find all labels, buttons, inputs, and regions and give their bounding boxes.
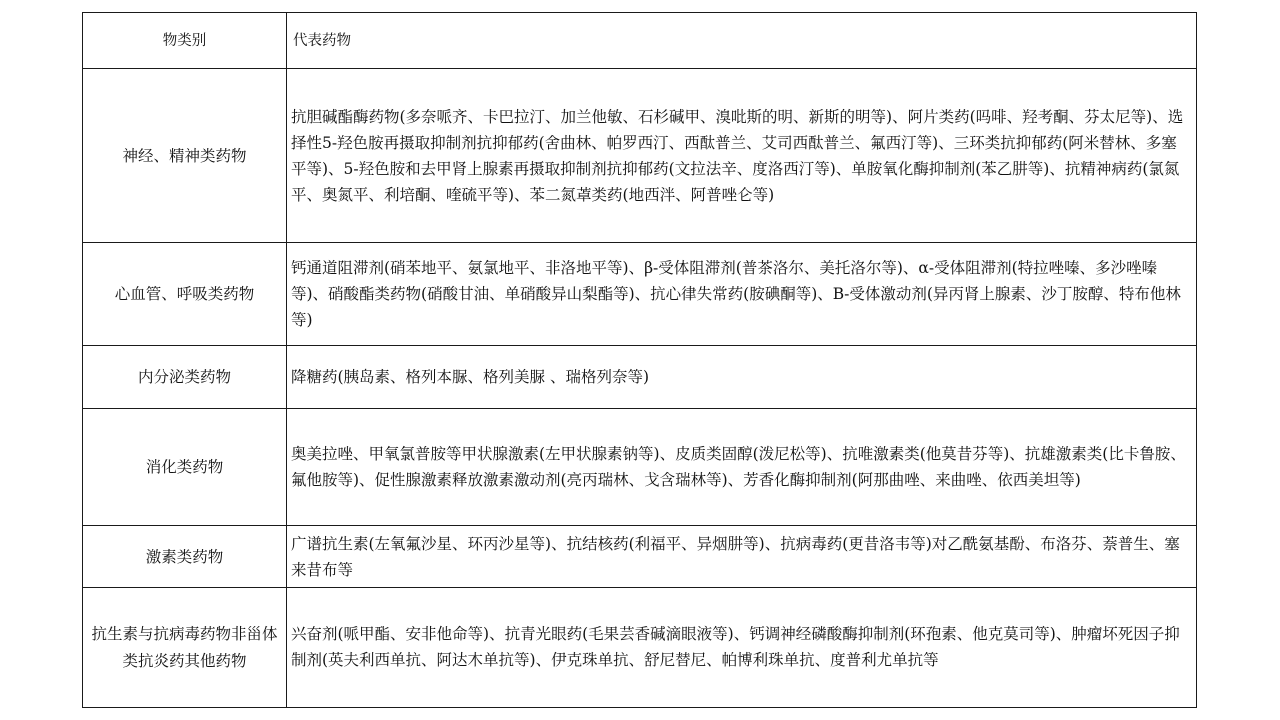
header-drugs-cell: 代表药物 bbox=[287, 13, 1197, 69]
table-row bbox=[83, 526, 1197, 588]
category-cell: 消化类药物 bbox=[83, 409, 287, 526]
category-cell: 抗生素与抗病毒药物非甾体类抗炎药其他药物 bbox=[83, 588, 287, 708]
table-row bbox=[83, 588, 1197, 708]
drugs-cell: 钙通道阻滞剂(硝苯地平、氨氯地平、非洛地平等)、β-受体阻滞剂(普茶洛尔、美托洛尔等)、α-受体阻滞剂(特拉唑嗪、多沙唑嗪等)、硝酸酯类药物(硝酸甘油、单硝酸异山梨酯等)、抗心律失常药(胺碘酮等)、Β-受体激动剂(异丙肾上腺素、沙丁胺醇、特布他林等) bbox=[287, 243, 1197, 346]
table-row bbox=[83, 69, 1197, 243]
drugs-cell: 抗胆碱酯酶药物(多奈哌齐、卡巴拉汀、加兰他敏、石杉碱甲、溴吡斯的明、新斯的明等)、阿片类药(吗啡、羟考酮、芬太尼等)、选择性5-羟色胺再摄取抑制剂抗抑郁药(舍曲林、帕罗西汀、西酞普兰、艾司西酞普兰、氟西汀等)、三环类抗抑郁药(阿米替林、多塞平等)、5-羟色胺和去甲肾上腺素再摄取抑制剂抗抑郁药(文拉法辛、度洛西汀等)、单胺氧化酶抑制剂(苯乙肼等)、抗精神病药(氯氮平、奥氮平、利培酮、喹硫平等)、苯二氮䓬类药(地西泮、阿普唑仑等) bbox=[287, 69, 1197, 243]
drug-category-table bbox=[82, 12, 1197, 708]
category-cell: 内分泌类药物 bbox=[83, 346, 287, 409]
table-row bbox=[83, 243, 1197, 346]
category-cell: 心血管、呼吸类药物 bbox=[83, 243, 287, 346]
drugs-cell: 兴奋剂(哌甲酯、安非他命等)、抗青光眼药(毛果芸香碱滴眼液等)、钙调神经磷酸酶抑制剂(环孢素、他克莫司等)、肿瘤坏死因子抑制剂(英夫利西单抗、阿达木单抗等)、伊克珠单抗、舒尼替尼、帕博利珠单抗、度普利尤单抗等 bbox=[287, 588, 1197, 708]
category-cell: 神经、精神类药物 bbox=[83, 69, 287, 243]
table-header-row bbox=[83, 13, 1197, 69]
category-cell: 激素类药物 bbox=[83, 526, 287, 588]
drugs-cell: 奥美拉唑、甲氧氯普胺等甲状腺激素(左甲状腺素钠等)、皮质类固醇(泼尼松等)、抗唯激素类(他莫昔芬等)、抗雄激素类(比卡鲁胺、氟他胺等)、促性腺激素释放激素激动剂(亮丙瑞林、戈含瑞林等)、芳香化酶抑制剂(阿那曲唑、来曲唑、依西美坦等) bbox=[287, 409, 1197, 526]
drugs-cell: 广谱抗生素(左氧氟沙星、环丙沙星等)、抗结核药(利福平、异烟肼等)、抗病毒药(更昔洛韦等)对乙酰氨基酚、布洛芬、萘普生、塞来昔布等 bbox=[287, 526, 1197, 588]
header-category-cell: 物类别 bbox=[83, 13, 287, 69]
drugs-cell: 降糖药(胰岛素、格列本脲、格列美脲 、瑞格列奈等) bbox=[287, 346, 1197, 409]
table-row bbox=[83, 409, 1197, 526]
table-row bbox=[83, 346, 1197, 409]
